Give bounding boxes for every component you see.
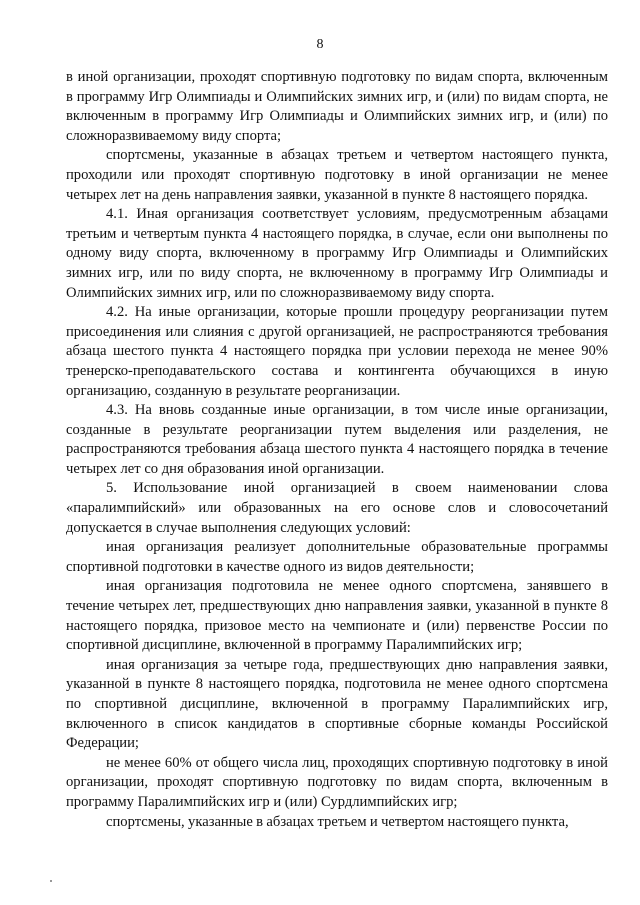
paragraph: 4.3. На вновь созданные иные организации, в том числе иные организации, созданные в результате реорганизации путем выделения или разделения, не распространяются требования абзаца шестого пункта 4 настоящего порядка в течение четырех лет со дня образования иной организации.	[66, 402, 608, 477]
document-body	[66, 68, 608, 832]
paragraph: иная организация реализует дополнительные образовательные программы спортивной подготовки в качестве одного из видов деятельности;	[66, 539, 608, 575]
paragraph: спортсмены, указанные в абзацах третьем и четвертом настоящего пункта,	[106, 813, 569, 830]
paragraph: 4.1. Иная организация соответствует условиям, предусмотренным абзацами третьим и четвертым пункта 4 настоящего порядка, в случае, если они выполнены по одному виду спорта, включенному в программу Игр Олимпиады и Олимпийских зимних игр, или по виду спорта, не включенному в программу Игр Олимпиады и Олимпийских зимних игр, или по сложноразвиваемому виду спорта.	[66, 206, 608, 301]
scan-artifact	[50, 880, 52, 882]
paragraph: не менее 60% от общего числа лиц, проходящих спортивную подготовку в иной организации, проходят спортивную подготовку по видам спорта, включенным в программу Паралимпийских игр и (или) Сурдлимпийских игр;	[66, 754, 608, 810]
paragraph: иная организация за четыре года, предшествующих дню направления заявки, указанной в пункте 8 настоящего порядка, подготовила не менее одного спортсмена по спортивной дисциплине, включенной в программу Паралимпийских игр, включенного в список кандидатов в спортивные сборные команды Российской Федерации;	[66, 656, 608, 752]
paragraph: 5. Использование иной организацией в своем наименовании слова «паралимпийский» или образованных на его основе слов и словосочетаний допускается в случае выполнения следующих условий:	[66, 480, 608, 536]
paragraph: в иной организации, проходят спортивную подготовку по видам спорта, включенным в программу Игр Олимпиады и Олимпийских зимних игр, и (или) по видам спорта, не включенным в программу Игр Олимпиады и Олимпийских зимних игр, и (или) по сложноразвиваемому виду спорта;	[66, 69, 608, 144]
paragraph: 4.2. На иные организации, которые прошли процедуру реорганизации путем присоединения или слияния с другой организацией, не распространяются требования абзаца шестого пункта 4 настоящего порядка при условии перехода не менее 90% тренерско-преподавательского состава и контингента обучающихся в иную организацию, созданную в результате реорганизации.	[66, 304, 608, 399]
paragraph: спортсмены, указанные в абзацах третьем и четвертом настоящего пункта, проходили или проходят спортивную подготовку в иной организации не менее четырех лет на день направления заявки, указанной в пункте 8 настоящего порядка.	[66, 147, 608, 203]
paragraph: иная организация подготовила не менее одного спортсмена, занявшего в течение четырех лет, предшествующих дню направления заявки, указанной в пункте 8 настоящего порядка, призовое место на чемпионате и (или) первенстве России по спортивной дисциплине, включенной в программу Паралимпийских игр;	[66, 578, 608, 654]
page-number: 8	[316, 37, 324, 52]
